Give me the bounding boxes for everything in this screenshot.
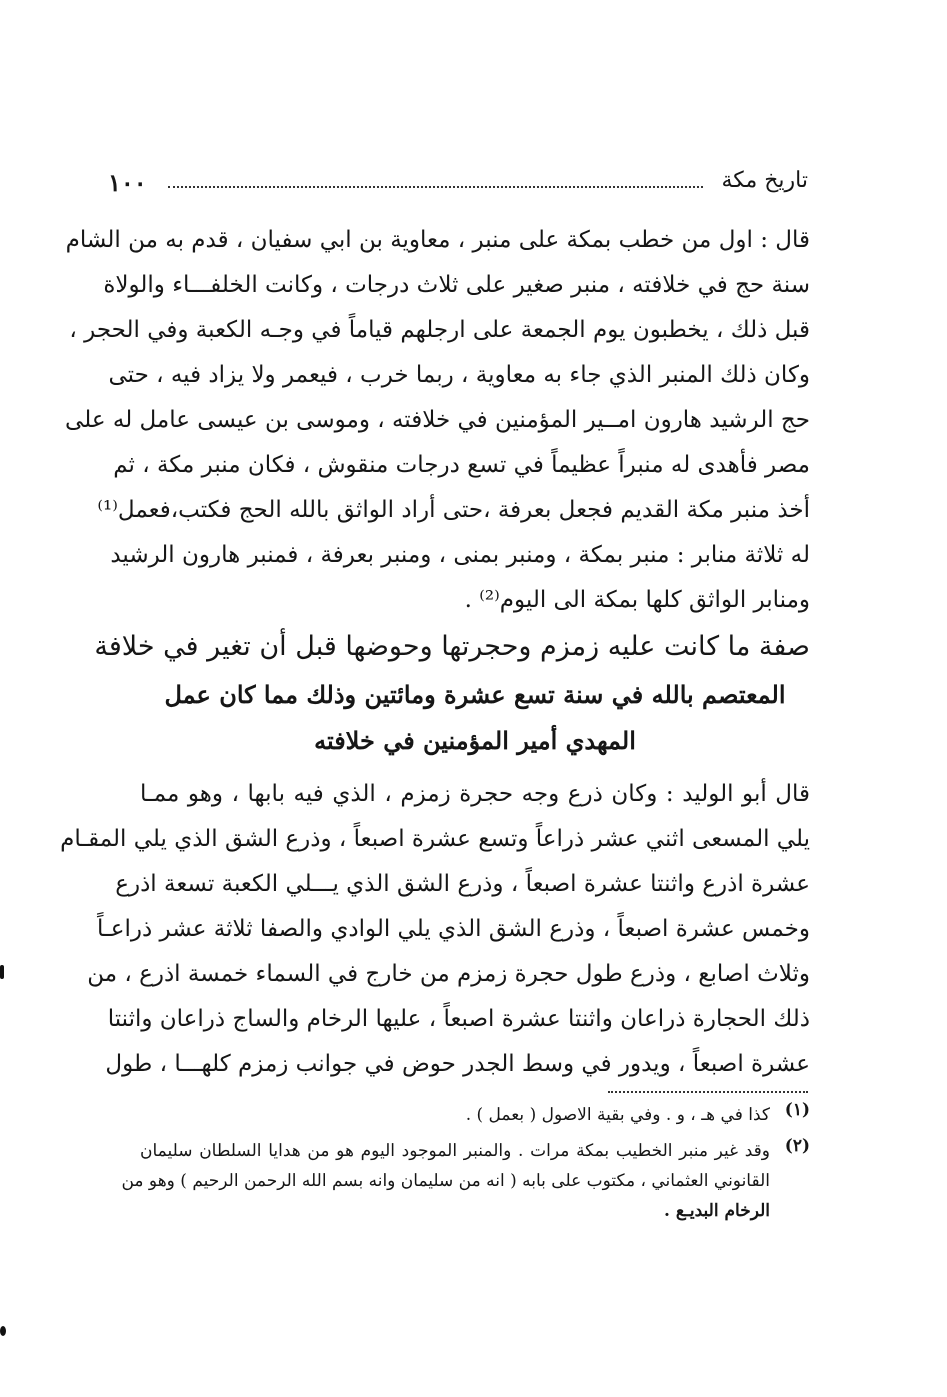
text-line: مصر فأهدى له منبراً عظيماً في تسع درجات منقوش ، فكان منبر مكة ، ثم: [113, 452, 810, 478]
text-line: أخذ منبر مكة القديم فجعل بعرفة ،حتى أراد الواثق بالله الحج فكتب،فعمل⁽¹⁾: [97, 497, 810, 523]
text-line: قبل ذلك ، يخطبون يوم الجمعة على ارجلهم قياماً في وجـه الكعبة وفي الحجر ،: [69, 317, 810, 343]
text-line: وخمس عشرة اصبعاً ، وذرع الشق الذي يلي الوادي والصفا ثلاثة عشر ذراعـاً: [97, 916, 810, 942]
footnotes: [121, 1100, 810, 1226]
footnote-1: [140, 1100, 810, 1130]
heading-line: المعتصم بالله في سنة تسع عشرة ومائتين وذلك مما كان عمل: [164, 680, 786, 709]
text-line: عشرة اصبعاً ، ويدور في وسط الجدر حوض في جوانب زمزم كلهـــا ، طول: [105, 1051, 810, 1077]
footnote-line: وقد غير منبر الخطيب بمكة مرات . والمنبر الموجود اليوم هو من هدايا السلطان سليمان: [140, 1141, 770, 1161]
text-line: له ثلاثة منابر : منبر بمكة ، ومنبر بمنى ، ومنبر بعرفة ، فمنبر هارون الرشيد: [110, 542, 810, 568]
page-number: ١٠٠: [108, 168, 147, 197]
text-line: ذلك الحجارة ذراعان واثنتا عشرة اصبعاً ، عليها الرخام والساج ذراعان واثنتا: [107, 1006, 810, 1032]
heading-line: المهدي أمير المؤمنين في خلافته: [314, 726, 636, 755]
running-header: [108, 166, 808, 206]
text-line: قال أبو الوليد : وكان ذرع وجه حجرة زمزم ، الذي فيه بابها ، وهو ممـا: [140, 781, 810, 807]
text-line: ومنابر الواثق كلها بمكة الى اليوم⁽²⁾ .: [464, 587, 810, 613]
text-line: يلي المسعى اثني عشر ذراعاً وتسع عشرة اصبعاً ، وذرع الشق الذي يلي المقـام: [60, 826, 810, 852]
footnote-separator: [608, 1091, 808, 1093]
footnote-line: كذا في هـ ، و . وفي بقية الاصول ( بعمل ) .: [465, 1105, 770, 1125]
text-line: سنة حج في خلافته ، منبر صغير على ثلاث درجات ، وكانت الخلفـــاء والولاة: [103, 272, 810, 298]
footnote-line: القانوني العثماني ، مكتوب على بابه ( انه من سليمان وانه بسم الله الرحمن الرحيم ) وهو من: [121, 1171, 770, 1191]
text-line: قال : اول من خطب بمكة على منبر ، معاوية بن ابي سفيان ، قدم به من الشام: [65, 227, 810, 253]
footnote-line: الرخام البديـع .: [664, 1201, 770, 1221]
paragraph-minbar-history: [65, 218, 810, 623]
text-line: وكان ذلك المنبر الذي جاء به معاوية ، ربما خرب ، فيعمر ولا يزاد فيه ، حتى: [108, 362, 810, 388]
header-dotted-leader: [168, 186, 703, 188]
text-line: حج الرشيد هارون امــير المؤمنين في خلافته ، وموسى بن عيسى عامل له على: [65, 407, 810, 433]
text-line: وثلاث اصابع ، وذرع طول حجرة زمزم من خارج في السماء خمسة اذرع ، من: [87, 961, 810, 987]
text-line: عشرة اذرع واثنتا عشرة اصبعاً ، وذرع الشق الذي يـــلي الكعبة تسعة اذرع: [115, 871, 810, 897]
footnote-number: (١): [784, 1100, 810, 1120]
paragraph-zamzam-description: [60, 772, 810, 1087]
scan-speck: [0, 1326, 6, 1336]
section-heading: [94, 622, 810, 764]
footnote-2: [121, 1136, 810, 1226]
scan-speck: [0, 965, 4, 979]
footnote-number: (٢): [784, 1136, 810, 1156]
heading-line: صفة ما كانت عليه زمزم وحجرتها وحوضها قبل أن تغير في خلافة: [94, 631, 810, 662]
running-title: تاريخ مكة: [721, 168, 808, 193]
